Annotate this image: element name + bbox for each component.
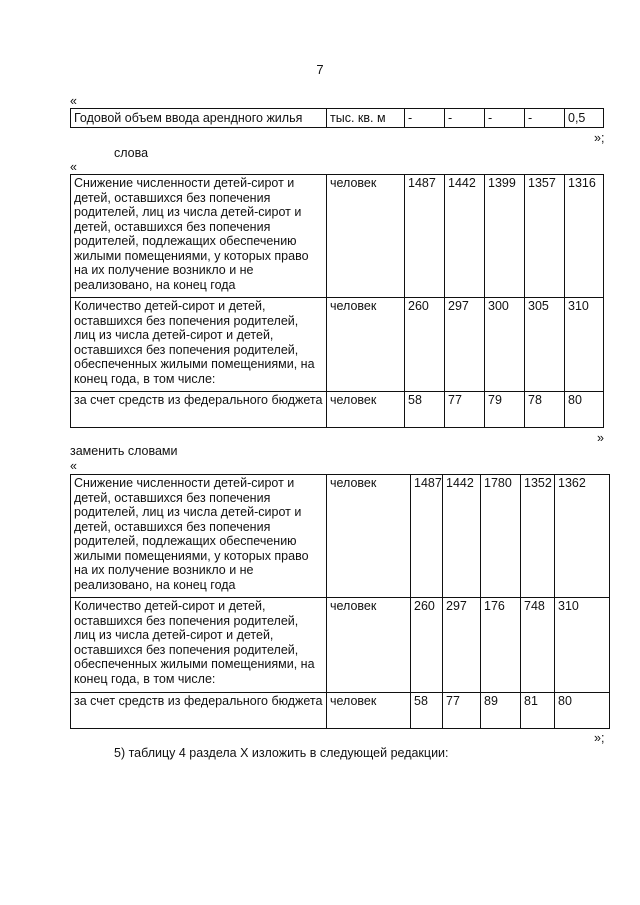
row-value: 300 [485, 298, 525, 392]
close-quote-semicolon: »; [594, 731, 605, 745]
row-unit: человек [327, 175, 405, 298]
row-value: 748 [521, 598, 555, 693]
row-value: 77 [443, 693, 481, 729]
row-value: 1442 [443, 475, 481, 598]
table-row [71, 298, 604, 392]
table-row [71, 693, 610, 729]
row-value: 80 [565, 392, 604, 428]
row-value: - [525, 109, 565, 128]
close-quote-semicolon: »; [594, 131, 605, 145]
row-value: 79 [485, 392, 525, 428]
table-orphans-old [70, 174, 604, 428]
row-value: 78 [525, 392, 565, 428]
row-label: Количество детей-сирот и детей, оставшихся без попечения родителей, лиц из числа детей-сирот и детей, оставшихся без попечения родителей, обеспеченных жилыми помещениями, на конец года, в том числе: [71, 298, 327, 392]
table-row [71, 475, 610, 598]
open-quote: « [70, 160, 77, 174]
row-unit: человек [327, 298, 405, 392]
row-value: 80 [555, 693, 610, 729]
row-label: Снижение численности детей-сирот и детей, оставшихся без попечения родителей, лиц из числа детей-сирот и детей, оставшихся без попечения родителей, подлежащих обеспечению жилыми помещениями, у которых право на их получение возникло и не реализовано, на конец года [71, 475, 327, 598]
row-value: 1316 [565, 175, 604, 298]
row-value: 1399 [485, 175, 525, 298]
row-value: 176 [481, 598, 521, 693]
row-value: 310 [565, 298, 604, 392]
table-row [71, 109, 604, 128]
footer-instruction: 5) таблицу 4 раздела X изложить в следующей редакции: [114, 746, 449, 760]
word-replace: заменить словами [70, 444, 178, 458]
row-value: 81 [521, 693, 555, 729]
row-value: 77 [445, 392, 485, 428]
row-value: 260 [411, 598, 443, 693]
row-label: за счет средств из федерального бюджета [71, 693, 327, 729]
row-value: 58 [405, 392, 445, 428]
row-value: - [405, 109, 445, 128]
word-slova: слова [114, 146, 149, 160]
row-label: Количество детей-сирот и детей, оставшихся без попечения родителей, лиц из числа детей-сирот и детей, оставшихся без попечения родителей, обеспеченных жилыми помещениями, на конец года, в том числе: [71, 598, 327, 693]
row-value: 305 [525, 298, 565, 392]
open-quote: « [70, 94, 77, 108]
close-quote: » [597, 431, 604, 445]
table-orphans-new [70, 474, 610, 729]
row-value: 89 [481, 693, 521, 729]
table-row [71, 598, 610, 693]
row-value: 1362 [555, 475, 610, 598]
row-unit: человек [327, 475, 411, 598]
row-value: 1442 [445, 175, 485, 298]
row-value: 0,5 [565, 109, 604, 128]
row-value: - [485, 109, 525, 128]
table-rental-housing [70, 108, 604, 128]
open-quote: « [70, 459, 77, 473]
row-unit: человек [327, 392, 405, 428]
row-label: Снижение численности детей-сирот и детей, оставшихся без попечения родителей, лиц из числа детей-сирот и детей, оставшихся без попечения родителей, подлежащих обеспечению жилыми помещениями, у которых право на их получение возникло и не реализовано, на конец года [71, 175, 327, 298]
row-label: Годовой объем ввода арендного жилья [71, 109, 327, 128]
row-value: 310 [555, 598, 610, 693]
row-value: 1487 [411, 475, 443, 598]
row-value: 1352 [521, 475, 555, 598]
table-row [71, 175, 604, 298]
row-value: 1357 [525, 175, 565, 298]
row-value: 297 [443, 598, 481, 693]
row-label: за счет средств из федерального бюджета [71, 392, 327, 428]
row-unit: человек [327, 693, 411, 729]
page-number: 7 [316, 62, 324, 77]
row-value: 1487 [405, 175, 445, 298]
row-unit: тыс. кв. м [327, 109, 405, 128]
row-value: 260 [405, 298, 445, 392]
table-row [71, 392, 604, 428]
row-value: 297 [445, 298, 485, 392]
row-value: - [445, 109, 485, 128]
row-value: 1780 [481, 475, 521, 598]
row-unit: человек [327, 598, 411, 693]
row-value: 58 [411, 693, 443, 729]
